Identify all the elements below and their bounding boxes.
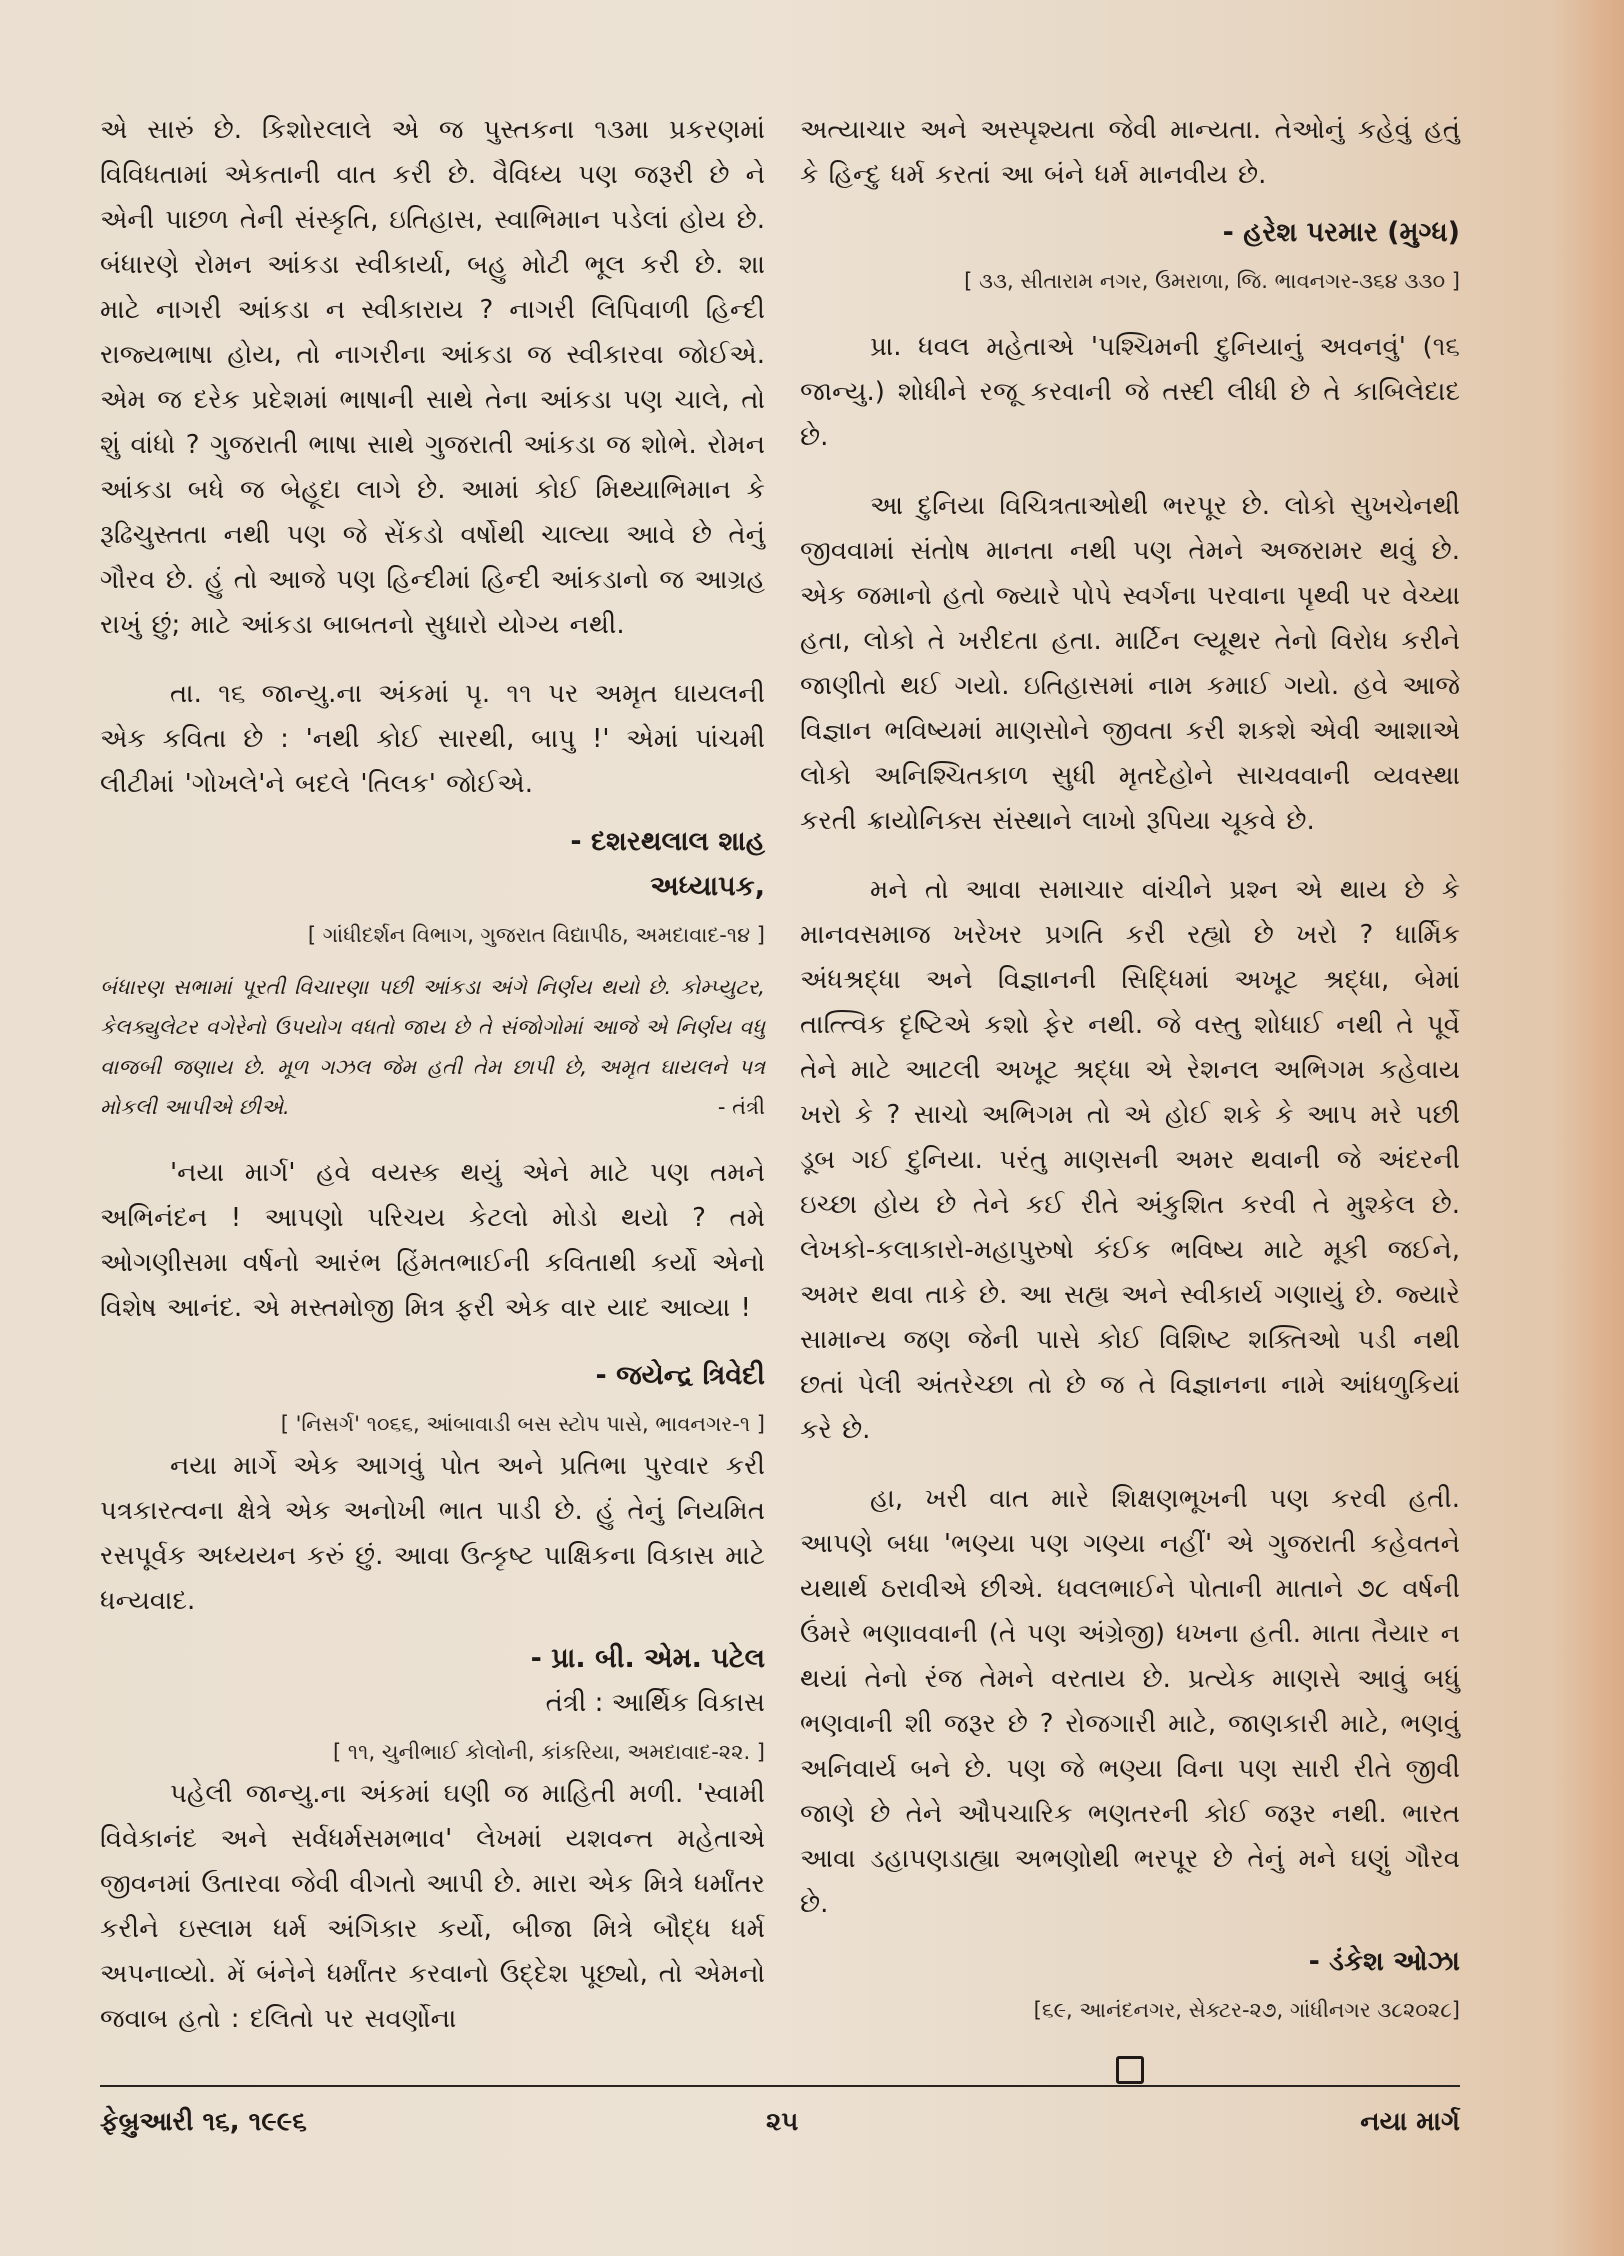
- signature-address: [ ગાંધીદર્શન વિભાગ, ગુજરાત વિદ્યાપીઠ, અમદાવાદ-૧૪ ]: [307, 923, 765, 947]
- signature-name: - પ્રા. બી. એમ. પટેલ: [530, 1643, 765, 1674]
- letter-paragraph: પહેલી જાન્યુ.ના અંકમાં ઘણી જ માહિતી મળી. 'સ્વામી વિવેકાનંદ અને સર્વધર્મસમભાવ' લેખમાં યશવન્ત મહેતાએ જીવનમાં ઉતારવા જેવી વીગતો આપી છે. મારા એક મિત્રે ધર્માંતર કરીને ઇસ્લામ ધર્મ અંગિકાર કર્યો, બીજા મિત્રે બૌદ્ધ ધર્મ અપનાવ્યો. મેં બંનેને ધર્માંતર કરવાનો ઉદ્દેશ પૂછ્યો, તો એમનો જવાબ હતો : દલિતો પર સવર્ણોના: [100, 1779, 765, 2034]
- signature-address: [૬૯, આનંદનગર, સેક્ટર-૨૭, ગાંધીનગર ૩૮૨૦૨૮]: [1033, 1998, 1460, 2022]
- letter-paragraph: 'નયા માર્ગ' હવે વયસ્ક થયું એને માટે પણ તમને અભિનંદન ! આપણો પરિચય કેટલો મોડો થયો ? તમે ઓગણીસમા વર્ષનો આરંભ હિંમતભાઈની કવિતાથી કર્યો એનો વિશેષ આનંદ. એ મસ્તમોજી મિત્ર ફરી એક વાર યાદ આવ્યા !: [100, 1158, 765, 1323]
- letter-paragraph: આ દુનિયા વિચિત્રતાઓથી ભરપૂર છે. લોકો સુખચેનથી જીવવામાં સંતોષ માનતા નથી પણ તેમને અજરામર થવું છે. એક જમાનો હતો જ્યારે પોપે સ્વર્ગના પરવાના પૃથ્વી પર વેચ્યા હતા, લોકો તે ખરીદતા હતા. માર્ટિન લ્યૂથર તેનો વિરોધ કરીને જાણીતો થઈ ગયો. ઇતિહાસમાં નામ કમાઈ ગયો. હવે આજે વિજ્ઞાન ભવિષ્યમાં માણસોને જીવતા કરી શકશે એવી આશાએ લોકો અનિશ્ચિતકાળ સુધી મૃતદેહોને સાચવવાની વ્યવસ્થા કરતી ક્રાયોનિક્સ સંસ્થાને લાખો રૂપિયા ચૂકવે છે.: [800, 491, 1460, 836]
- signature-name: - હરેશ પરમાર (મુગ્ધ): [1222, 217, 1460, 248]
- footer-magazine-name: નયા માર્ગ: [1360, 2107, 1460, 2137]
- letter-paragraph: હા, ખરી વાત મારે શિક્ષણભૂખની પણ કરવી હતી. આપણે બધા 'ભણ્યા પણ ગણ્યા નહીં' એ ગુજરાતી કહેવતને યથાર્થ ઠરાવીએ છીએ. ધવલભાઈને પોતાની માતાને ૭૮ વર્ષની ઉંમરે ભણાવવાની (તે પણ અંગ્રેજી) ધખના હતી. માતા તૈયાર ન થયાં તેનો રંજ તેમને વરતાય છે. પ્રત્યેક માણસે આવું બધું ભણવાની શી જરૂર છે ? રોજગારી માટે, જાણકારી માટે, ભણવું અનિવાર્ય બને છે. પણ જે ભણ્યા વિના પણ સારી રીતે જીવી જાણે છે તેને ઔપચારિક ભણતરની કોઈ જરૂર નથી. ભારત આવા ડહાપણડાહ્યા અભણોથી ભરપૂર છે તેનું મને ઘણું ગૌરવ છે.: [800, 1484, 1460, 1919]
- letter-paragraph: તા. ૧૬ જાન્યુ.ના અંકમાં પૃ. ૧૧ પર અમૃત ઘાયલની એક કવિતા છે : 'નથી કોઈ સારથી, બાપુ !' એમાં પાંચમી લીટીમાં 'ગોખલે'ને બદલે 'તિલક' જોઈએ.: [100, 679, 765, 799]
- left-column: [100, 108, 765, 2042]
- letter-paragraph: એ સારું છે. કિશોરલાલે એ જ પુસ્તકના ૧૩મા પ્રકરણમાં વિવિધતામાં એકતાની વાત કરી છે. વૈવિધ્ય પણ જરૂરી છે ને એની પાછળ તેની સંસ્કૃતિ, ઇતિહાસ, સ્વાભિમાન પડેલાં હોય છે. બંધારણે રોમન આંકડા સ્વીકાર્યા, બહુ મોટી ભૂલ કરી છે. શા માટે નાગરી આંકડા ન સ્વીકારાય ? નાગરી લિપિવાળી હિન્દી રાજ્યભાષા હોય, તો નાગરીના આંકડા જ સ્વીકારવા જોઈએ. એમ જ દરેક પ્રદેશમાં ભાષાની સાથે તેના આંકડા પણ ચાલે, તો શું વાંધો ? ગુજરાતી ભાષા સાથે ગુજરાતી આંકડા જ શોભે. રોમન આંકડા બધે જ બેહૂદા લાગે છે. આમાં કોઈ મિથ્યાભિમાન કે રૂઢિચુસ્તતા નથી પણ જે સેંકડો વર્ષોથી ચાલ્યા આવે છે તેનું ગૌરવ છે. હું તો આજે પણ હિન્દીમાં હિન્દી આંકડાનો જ આગ્રહ રાખું છું; માટે આંકડા બાબતનો સુધારો યોગ્ય નથી.: [100, 115, 765, 640]
- paper-edge-shading: [1554, 0, 1624, 2256]
- letter-paragraph: પ્રા. ધવલ મહેતાએ 'પશ્ચિમની દુનિયાનું અવનવું' (૧૬ જાન્યુ.) શોધીને રજૂ કરવાની જે તસ્દી લીધી છે તે કાબિલેદાદ છે.: [800, 332, 1460, 452]
- signature-name: - ડંકેશ ઓઝા: [1308, 1946, 1460, 1977]
- footer-page-number: ૨૫: [766, 2107, 799, 2137]
- signature-address: [ 'નિસર્ગ' ૧૦૬૬, આંબાવાડી બસ સ્ટોપ પાસે, ભાવનગર-૧ ]: [280, 1412, 765, 1436]
- editor-note-sign: - તંત્રી: [717, 1095, 765, 1119]
- signature-name: - દશરથલાલ શાહ: [570, 826, 765, 857]
- letter-paragraph: નયા માર્ગે એક આગવું પોત અને પ્રતિભા પુરવાર કરી પત્રકારત્વના ક્ષેત્રે એક અનોખી ભાત પાડી છે. હું તેનું નિયમિત રસપૂર્વક અધ્યયન કરું છું. આવા ઉત્કૃષ્ટ પાક્ષિકના વિકાસ માટે ધન્યવાદ.: [100, 1451, 765, 1616]
- signature-title: તંત્રી : આર્થિક વિકાસ: [545, 1688, 765, 1718]
- editor-note-text: બંધારણ સભામાં પૂરતી વિચારણા પછી આંકડા અંગે નિર્ણય થયો છે. કોમ્પ્યુટર, કેલક્યુલેટર વગેરેનો ઉપયોગ વધતો જાય છે તે સંજોગોમાં આજે એ નિર્ણય વધુ વાજબી જણાય છે. મૂળ ગઝલ જેમ હતી તેમ છાપી છે, અમૃત ઘાયલને પત્ર મોકલી આપીએ છીએ.: [100, 975, 765, 1119]
- letter-paragraph: મને તો આવા સમાચાર વાંચીને પ્રશ્ન એ થાય છે કે માનવસમાજ ખરેખર પ્રગતિ કરી રહ્યો છે ખરો ? ધાર્મિક અંધશ્રદ્ધા અને વિજ્ઞાનની સિદ્ધિમાં અખૂટ શ્રદ્ધા, બેમાં તાત્ત્વિક દૃષ્ટિએ કશો ફેર નથી. જે વસ્તુ શોધાઈ નથી તે પૂર્વે તેને માટે આટલી અખૂટ શ્રદ્ધા એ રેશનલ અભિગમ કહેવાય ખરો કે ? સાચો અભિગમ તો એ હોઈ શકે કે આપ મરે પછી ડૂબ ગઈ દુનિયા. પરંતુ માણસની અમર થવાની જે અંદરની ઇચ્છા હોય છે તેને કઈ રીતે અંકુશિત કરવી તે મુશ્કેલ છે. લેખકો-કલાકારો-મહાપુરુષો કંઈક ભવિષ્ય માટે મૂકી જઈને, અમર થવા તાકે છે. આ સહ્ય અને સ્વીકાર્ય ગણાયું છે. જ્યારે સામાન્ય જણ જેની પાસે કોઈ વિશિષ્ટ શક્તિઓ પડી નથી છતાં પેલી અંતરેચ્છા તો છે જ તે વિજ્ઞાનના નામે આંધળુકિયાં કરે છે.: [800, 875, 1460, 1445]
- letter-paragraph: અત્યાચાર અને અસ્પૃશ્યતા જેવી માન્યતા. તેઓનું કહેવું હતું કે હિન્દુ ધર્મ કરતાં આ બંને ધર્મ માનવીય છે.: [800, 115, 1460, 190]
- signature-title: અધ્યાપક,: [650, 871, 765, 902]
- end-of-article-box-icon: [1116, 2056, 1144, 2084]
- right-column: [800, 108, 1460, 2084]
- footer-rule: [100, 2085, 1460, 2087]
- signature-address: [ ૧૧, ચુનીભાઈ કોલોની, કાંકરિયા, અમદાવાદ-૨૨. ]: [333, 1740, 765, 1764]
- signature-name: - જયેન્દ્ર ત્રિવેદી: [595, 1360, 765, 1391]
- footer-date: ફેબ્રુઆરી ૧૬, ૧૯૯૬: [100, 2107, 307, 2137]
- signature-address: [ ૩૩, સીતારામ નગર, ઉમરાળા, જિ. ભાવનગર-૩૬૪ ૩૩૦ ]: [964, 269, 1460, 293]
- editor-note: [100, 967, 765, 1127]
